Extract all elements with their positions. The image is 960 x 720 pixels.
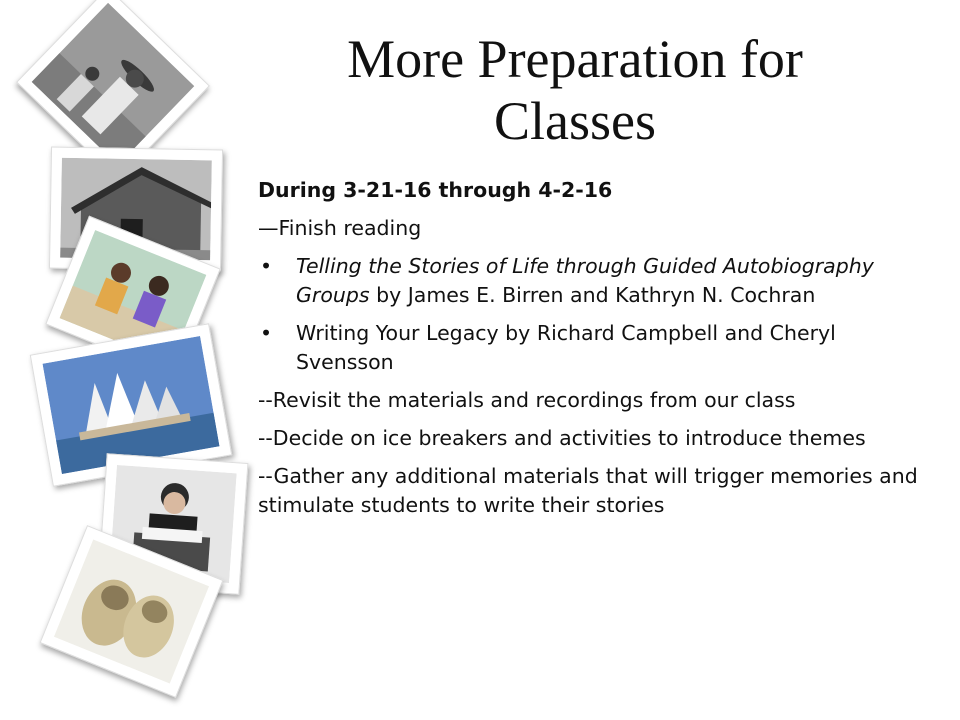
bullet-symbol: • bbox=[260, 321, 273, 345]
bullet-symbol: • bbox=[260, 254, 273, 278]
title-line-1: More Preparation for bbox=[347, 29, 803, 89]
date-range-heading: During 3-21-16 through 4-2-16 bbox=[258, 178, 613, 202]
intro-line: —Finish reading bbox=[258, 216, 422, 240]
slide-title bbox=[300, 28, 850, 152]
task-line: --Revisit the materials and recordings from our class bbox=[258, 388, 796, 412]
book-text: Writing Your Legacy by Richard Campbell and Cheryl Svensson bbox=[296, 321, 836, 374]
slide-body bbox=[258, 176, 918, 520]
bullet-item bbox=[258, 252, 918, 310]
task-line: --Decide on ice breakers and activities to introduce themes bbox=[258, 426, 866, 450]
book-authors: by James E. Birren and Kathryn N. Cochran bbox=[369, 283, 816, 307]
title-line-2: Classes bbox=[494, 91, 656, 151]
book-title: Telling the Stories of Life through Guided Autobiography Groups bbox=[296, 254, 874, 307]
task-line: --Gather any additional materials that will trigger memories and stimulate students to write their stories bbox=[258, 464, 918, 517]
bullet-item bbox=[258, 319, 918, 377]
